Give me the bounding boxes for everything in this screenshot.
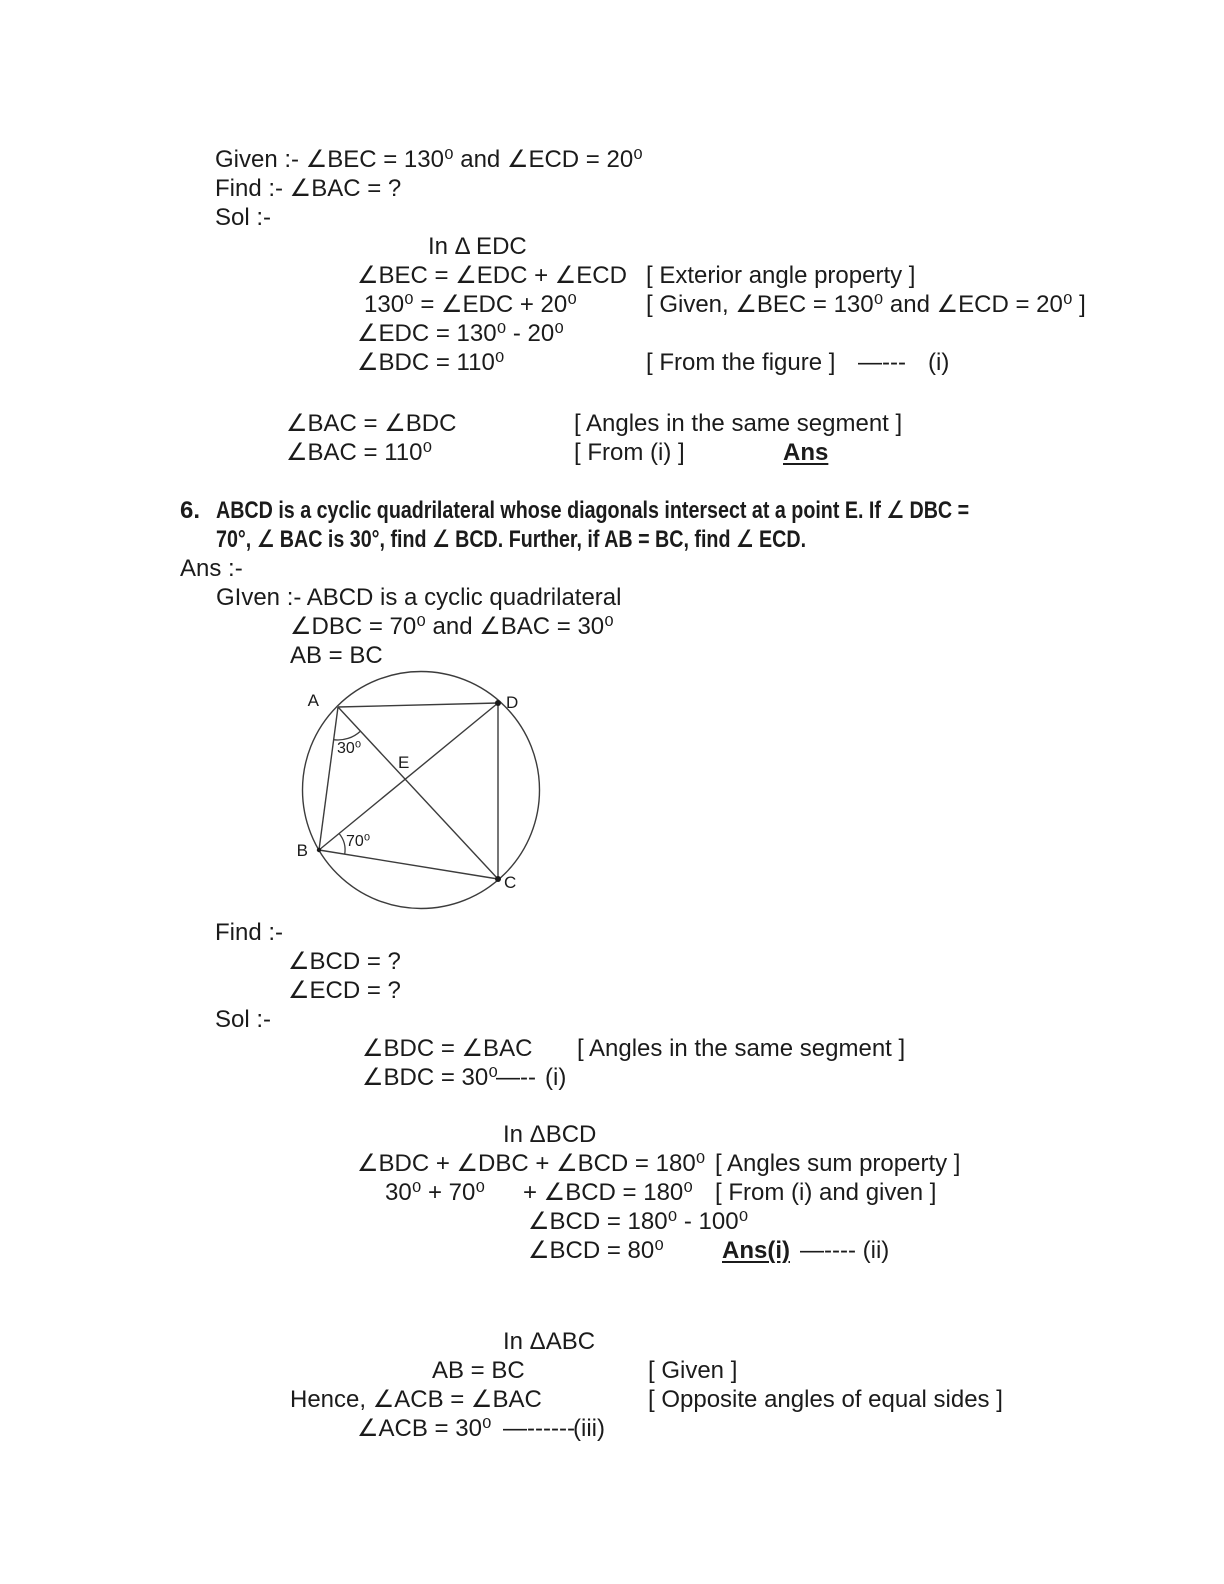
vertex-label-D: D (506, 693, 519, 712)
sol6-eq6: ∠BCD = 80⁰ (528, 1237, 664, 1264)
sol6-find2: ∠ECD = ? (288, 977, 401, 1004)
intersection-label-E: E (398, 753, 410, 772)
sol6-eq3-note: [ Angles sum property ] (715, 1150, 961, 1177)
sol6-eq9-ref: (iii) (573, 1415, 605, 1442)
sol6-eq9: ∠ACB = 30⁰ (357, 1415, 492, 1442)
sol5-eq6-note: [ From (i) ] (574, 439, 685, 466)
sol5-find-line: Find :- ∠BAC = ? (215, 175, 402, 202)
sol5-ans-label: Ans (783, 439, 829, 466)
vertex-dot-B (317, 848, 321, 852)
sol6-find-label: Find :- (215, 919, 284, 946)
angle-label-70: 70⁰ (346, 833, 371, 850)
q6-given1: GIven :- ABCD is a cyclic quadrilateral (216, 584, 622, 611)
side-BC (319, 850, 498, 879)
sol6-eq2-ref: (i) (545, 1064, 567, 1091)
angle-arc-A (334, 731, 361, 740)
sol5-eq4-ref: (i) (928, 349, 950, 376)
sol6-in-triangle-abc: In ΔABC (503, 1328, 596, 1355)
sol6-find1: ∠BCD = ? (288, 948, 401, 975)
sol6-eq9-dash: —------ (503, 1415, 575, 1442)
q6-text-line2: 70°, ∠ BAC is 30°, find ∠ BCD. Further, if AB = BC, find ∠ ECD. (216, 526, 807, 553)
sol6-eq1: ∠BDC = ∠BAC (362, 1035, 533, 1062)
sol5-eq1-note: [ Exterior angle property ] (646, 262, 916, 289)
angle-arc-B (339, 834, 345, 855)
vertex-label-B: B (296, 841, 308, 860)
side-AD (338, 703, 498, 707)
angle-label-30: 30⁰ (337, 740, 362, 757)
sol5-eq5-note: [ Angles in the same segment ] (574, 410, 903, 437)
sol5-sol-label: Sol :- (215, 204, 272, 231)
cyclic-quadrilateral-figure (280, 655, 590, 925)
sol6-eq5: ∠BCD = 180⁰ - 100⁰ (528, 1208, 749, 1235)
sol6-eq8: Hence, ∠ACB = ∠BAC (290, 1386, 542, 1413)
sol6-eq4b: + ∠BCD = 180⁰ (523, 1179, 693, 1206)
sol6-eq1-note: [ Angles in the same segment ] (577, 1035, 906, 1062)
sol5-eq1: ∠BEC = ∠EDC + ∠ECD (357, 262, 627, 289)
diagonal-BD (319, 703, 498, 850)
sol6-eq6-dash: —---- (ii) (800, 1237, 890, 1264)
q6-given3: AB = BC (290, 642, 383, 669)
sol6-eq3: ∠BDC + ∠DBC + ∠BCD = 180⁰ (357, 1150, 706, 1177)
q6-text-line1: ABCD is a cyclic quadrilateral whose diagonals intersect at a point E. If ∠ DBC = (216, 497, 970, 524)
vertex-label-C: C (504, 873, 517, 892)
sol5-eq4: ∠BDC = 110⁰ (357, 349, 505, 376)
sol6-eq2-dash: —-- (496, 1064, 536, 1091)
vertex-dot-C (495, 876, 501, 882)
q6-given2: ∠DBC = 70⁰ and ∠BAC = 30⁰ (290, 613, 614, 640)
diagonal-AC (338, 707, 498, 879)
sol6-eq7: AB = BC (432, 1357, 525, 1384)
sol6-in-triangle-bcd: In ΔBCD (503, 1121, 597, 1148)
sol5-eq2: 130⁰ = ∠EDC + 20⁰ (364, 291, 577, 318)
sol6-eq8-note: [ Opposite angles of equal sides ] (648, 1386, 1003, 1413)
sol6-ans1-label: Ans(i) (722, 1237, 790, 1264)
sol5-eq4-note: [ From the figure ] (646, 349, 836, 376)
sol5-eq6: ∠BAC = 110⁰ (286, 439, 433, 466)
q6-number: 6. (180, 497, 201, 524)
sol5-eq3: ∠EDC = 130⁰ - 20⁰ (357, 320, 564, 347)
sol5-eq4-dash: —--- (858, 349, 906, 376)
vertex-label-A: A (307, 691, 319, 710)
vertex-dot-D (495, 700, 501, 706)
sol6-eq2: ∠BDC = 30⁰ (362, 1064, 498, 1091)
sol5-eq5: ∠BAC = ∠BDC (286, 410, 457, 437)
sol6-eq4a: 30⁰ + 70⁰ (385, 1179, 485, 1206)
sol5-given-line: Given :- ∠BEC = 130⁰ and ∠ECD = 20⁰ (215, 146, 643, 173)
sol5-eq2-note: [ Given, ∠BEC = 130⁰ and ∠ECD = 20⁰ ] (646, 291, 1086, 318)
sol6-eq7-note: [ Given ] (648, 1357, 738, 1384)
sol6-sol-label: Sol :- (215, 1006, 272, 1033)
q6-ans-label: Ans :- (180, 555, 243, 582)
sol5-in-triangle-edc: In Δ EDC (428, 233, 527, 260)
side-AB (319, 707, 338, 850)
sol6-eq4-note: [ From (i) and given ] (715, 1179, 937, 1206)
